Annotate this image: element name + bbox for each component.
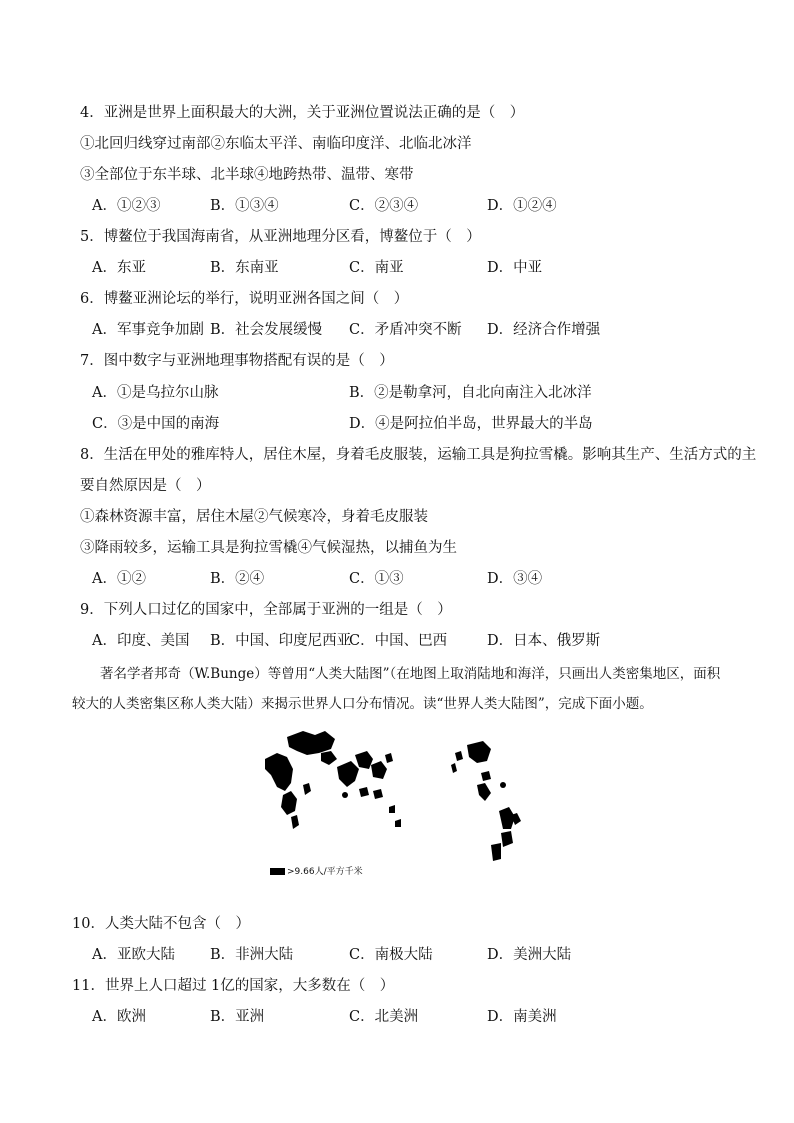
question-10-option-c[interactable]: C．南极大陆 [349,947,433,963]
west-africa-blob [265,753,293,791]
question-6-option-b[interactable]: B．社会发展缓慢 [210,322,323,338]
question-4-option-b[interactable]: B．①③④ [210,198,279,214]
question-7-option-d[interactable]: D．④是阿拉伯半岛，世界最大的半岛 [349,416,593,432]
colombia-blob [500,782,506,788]
question-8-statement-1: ①森林资源丰富，居住木屋②气候寒冷，身着毛皮服装 [80,509,428,525]
question-10-option-b[interactable]: B．非洲大陆 [210,947,294,963]
question-6-option-d[interactable]: D．经济合作增强 [487,322,601,338]
southeast-brazil-blob [501,831,513,847]
question-5-option-a[interactable]: A．东亚 [92,260,146,276]
south-africa-blob [291,815,299,829]
question-7-option-c[interactable]: C．③是中国的南海 [92,416,220,432]
question-6-option-c[interactable]: C．矛盾冲突不断 [349,322,462,338]
question-7-option-a[interactable]: A．①是乌拉尔山脉 [92,385,219,401]
north-america-west-blob [455,751,463,761]
reading-passage: 著名学者邦奇（W.Bunge）等曾用“人类大陆图”（在地图上取消陆地和海洋，只画出人类密集地区，面积较大的人类密集区称人类大陆）来揭示世界人口分布情况。读“世界人类大陆图”，完成下面小题。 [72,666,721,712]
question-7-option-b[interactable]: B．②是勒拿河，自北向南注入北冰洋 [349,385,592,401]
japan-blob [385,753,393,763]
philippines-blob [373,789,383,799]
question-5-option-c[interactable]: C．南亚 [349,260,404,276]
question-8-stem-line-1: 8．生活在甲处的雅库特人，居住木屋，身着毛皮服装，运输工具是狗拉雪橇。影响其生产、生活方式的主 [80,447,757,463]
question-4-option-a[interactable]: A．①②③ [92,198,161,214]
middle-east-blob [321,751,337,765]
question-9-stem: 9．下列人口过亿的国家中，全部属于亚洲的一组是（ ） [80,602,452,618]
java-blob [395,819,401,827]
question-4-statement-2: ③全部位于东半球、北半球④地跨热带、温带、寒带 [80,167,414,183]
question-11-option-d[interactable]: D．南美洲 [487,1009,557,1025]
indonesia-blob [389,805,395,813]
south-asia-blob [337,761,359,787]
question-5-stem: 5．博鳌位于我国海南省，从亚洲地理分区看，博鳌位于（ ） [80,229,481,245]
question-8-option-d[interactable]: D．③④ [487,571,543,587]
question-11-option-c[interactable]: C．北美洲 [349,1009,419,1025]
question-9-option-c[interactable]: C．中国、巴西 [349,633,448,649]
question-4-option-d[interactable]: D．①②④ [487,198,557,214]
question-11-option-b[interactable]: B．亚洲 [210,1009,265,1025]
legend-label: >9.66人/平方千米 [287,867,363,877]
caribbean-blob [477,783,491,801]
question-11-stem: 11．世界上人口超过 1亿的国家，大多数在（ ） [72,978,395,994]
southeast-asia-blob [359,787,369,797]
legend-swatch [270,868,285,875]
question-8-option-c[interactable]: C．①③ [349,571,404,587]
east-africa-blob [303,783,311,795]
mexico-west-blob [451,763,457,773]
argentina-blob [491,843,501,861]
question-4-option-c[interactable]: C．②③④ [349,198,419,214]
question-8-option-a[interactable]: A．①② [92,571,146,587]
question-9-option-a[interactable]: A．印度、美国 [92,633,190,649]
question-10-stem: 10．人类大陆不包含（ ） [72,916,250,932]
east-asia-blob [371,761,387,779]
question-7-stem: 7．图中数字与亚洲地理事物搭配有误的是（ ） [80,353,394,369]
central-america-blob [481,771,491,781]
central-africa-blob [281,791,297,815]
central-asia-blob [355,751,373,769]
question-4-stem: 4．亚洲是世界上面积最大的大洲，关于亚洲位置说法正确的是（ ） [80,105,525,121]
question-8-option-b[interactable]: B．②④ [210,571,265,587]
human-continents-map [255,725,555,885]
question-6-stem: 6．博鳌亚洲论坛的举行，说明亚洲各国之间（ ） [80,291,409,307]
question-8-stem-line-2: 要自然原因是（ ） [80,478,211,494]
north-america-east-blob [467,741,491,763]
question-5-option-b[interactable]: B．东南亚 [210,260,279,276]
map-legend [270,866,363,878]
question-10-option-a[interactable]: A．亚欧大陆 [92,947,175,963]
europe-blob [287,731,335,755]
question-5-option-d[interactable]: D．中亚 [487,260,543,276]
question-11-option-a[interactable]: A．欧洲 [92,1009,146,1025]
question-4-statement-1: ①北回归线穿过南部②东临太平洋、南临印度洋、北临北冰洋 [80,136,472,152]
question-8-statement-2: ③降雨较多，运输工具是狗拉雪橇④气候湿热，以捕鱼为生 [80,540,457,556]
question-6-option-a[interactable]: A．军事竞争加剧 [92,322,204,338]
sri-lanka-blob [342,792,348,798]
question-9-option-d[interactable]: D．日本、俄罗斯 [487,633,601,649]
question-10-option-d[interactable]: D．美洲大陆 [487,947,572,963]
question-9-option-b[interactable]: B．中国、印度尼西亚 [210,633,352,649]
